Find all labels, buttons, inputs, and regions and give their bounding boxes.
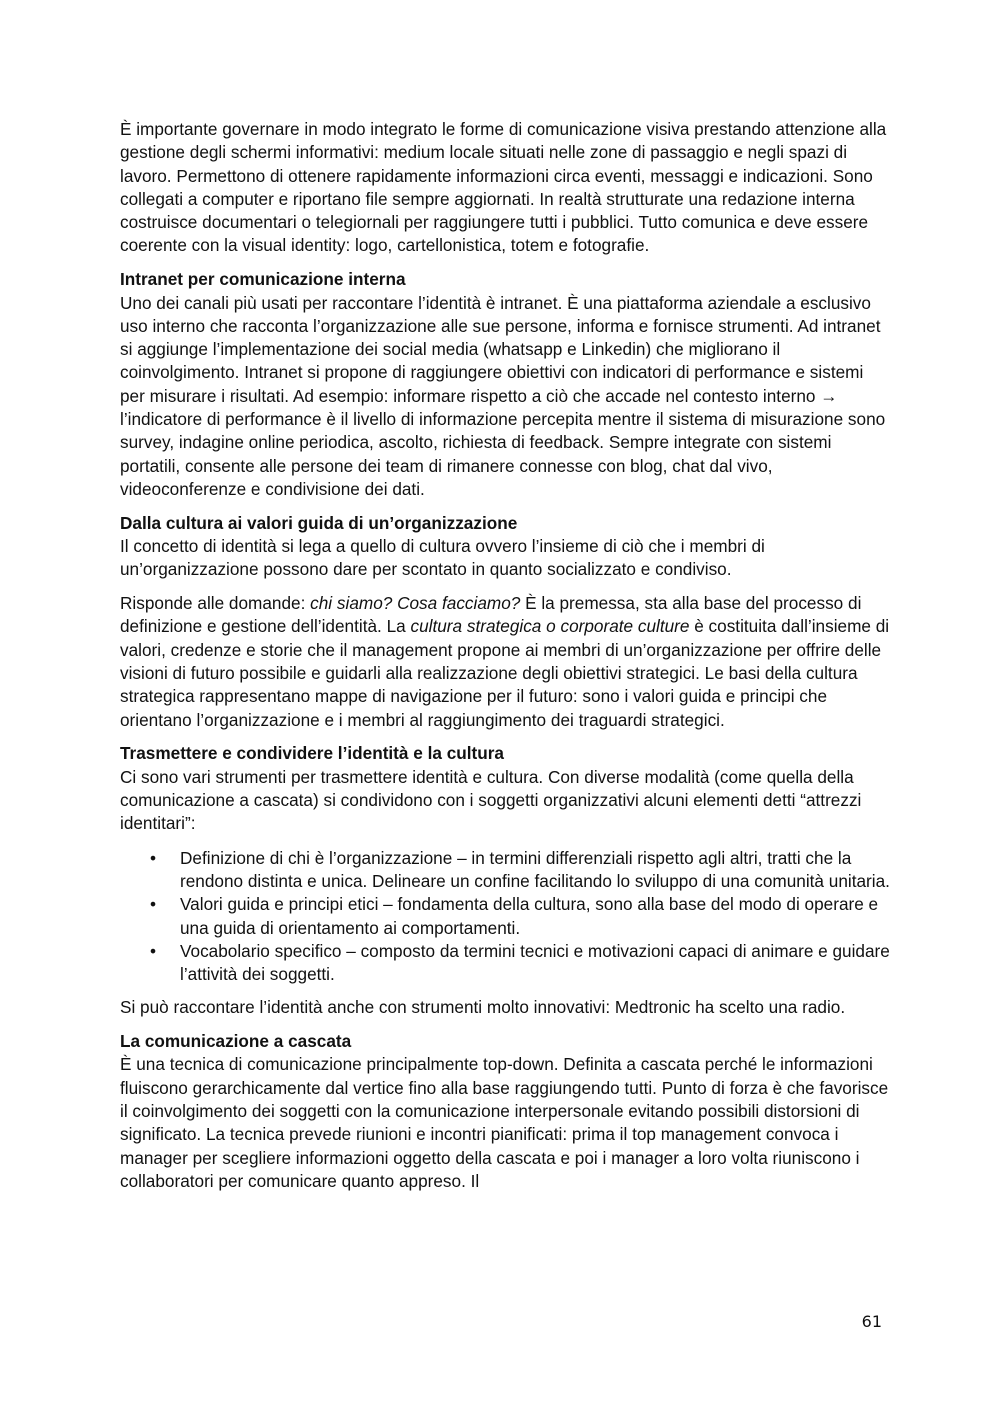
section-body-cascata: È una tecnica di comunicazione principalmente top-down. Definita a cascata perché le informazioni fluiscono gerarchicamente dal vertice fino alla base raggiungendo tutti. Punto di forza è che favorisce il coinvolgimento dei soggetti con la comunicazione interpersonale evitando possibili distorsioni di significato. La tecnica prevede riunioni e incontri pianificati: prima il top management convoca i manager per scegliere informazioni oggetto della cascata e poi i manager a loro volta riuniscono i collaboratori per comunicare quanto appreso. Il [120, 1054, 889, 1191]
list-item-text: Vocabolario specifico – composto da termini tecnici e motivazioni capaci di animare e guidare l’attività dei soggetti. [180, 940, 890, 985]
cultura-p2-text-c: È la premessa, sta alla base del processo di definizione e gestione dell’identità. La [120, 593, 862, 637]
bullet-icon: • [150, 940, 157, 961]
list-item-text: Valori guida e principi etici – fondamenta della cultura, sono alla base del modo di operare e una guida di orientamento ai comportamenti. [180, 894, 879, 938]
section-body-trasmettere: Ci sono vari strumenti per trasmettere identità e cultura. Con diverse modalità (come quella della comunicazione a cascata) si condividono con i soggetti organizzativi alcuni elementi detti “attrezzi identitari”: [120, 766, 862, 834]
section-heading-trasmettere: Trasmettere e condividere l’identità e la cultura [120, 743, 504, 764]
document-page [120, 118, 890, 1204]
page-number: 61 [861, 1312, 882, 1331]
section-trasmettere [120, 742, 890, 835]
cultura-p2-text-e: è costituita dall’insieme di valori, credenze e storie che il management propone ai membri di un’organizzazione per offrire delle visioni di futuro possibile e guidarli alla realizzazione degli obiettivi strategici. Le basi della cultura strategica rappresentano mappe di navigazione per il futuro: sono i valori guida e principi che orientano l’organizzazione e i membri al raggiungimento dei traguardi strategici. [120, 616, 890, 730]
bullet-icon: • [150, 847, 157, 868]
cultura-paragraph-2 [120, 592, 890, 732]
intro-paragraph: È importante governare in modo integrato le forme di comunicazione visiva prestando attenzione alla gestione degli schermi informativi: medium locale situati nelle zone di passaggio e negli spazi di lavoro. Permettono di ottenere rapidamente informazioni circa eventi, messaggi e indicazioni. Sono collegati a computer e riportano file sempre aggiornati. In realtà strutturate una redazione interna costruisce documentari o telegiornali per raggiungere tutti i pubblici. Tutto comunica e deve essere coerente con la visual identity: logo, cartellonistica, totem e fotografie. [120, 119, 887, 256]
section-intranet [120, 268, 890, 501]
section-cascata [120, 1030, 890, 1193]
cultura-p2-italic-questions: chi siamo? Cosa facciamo? [310, 593, 521, 614]
section-cultura [120, 512, 890, 582]
list-item [150, 940, 890, 987]
list-item [150, 847, 890, 894]
section-heading-cultura: Dalla cultura ai valori guida di un’organizzazione [120, 512, 518, 533]
section-heading-cascata: La comunicazione a cascata [120, 1031, 352, 1052]
section-body-intranet: Uno dei canali più usati per raccontare l’identità è intranet. È una piattaforma aziendale a esclusivo uso interno che racconta l’organizzazione alle sue persone, informa e fornisce strumenti. Ad intranet si aggiunge l’implementazione dei social media (whatsapp e Linkedin) che migliorano il coinvolgimento. Intranet si propone di raggiungere obiettivi con indicatori di performance e sistemi per misurare i risultati. Ad esempio: informare rispetto a ciò che accade nel contesto interno → l’indicatore di performance è il livello di informazione percepita mentre il sistema di misurazione sono survey, indagine online periodica, ascolto, richiesta di feedback. Sempre integrate con sistemi portatili, consente alle persone dei team di rimanere connesse con blog, chat dal vivo, videoconferenze e condivisione dei dati. [120, 292, 886, 499]
trasmettere-after-paragraph: Si può raccontare l’identità anche con strumenti molto innovativi: Medtronic ha scelto una radio. [120, 997, 846, 1018]
list-item-text: Definizione di chi è l’organizzazione – in termini differenziali rispetto agli altri, tratti che la rendono distinta e unica. Delineare un confine facilitando lo sviluppo di una comunità unitaria. [180, 847, 890, 891]
bullet-list [120, 847, 890, 987]
list-item [150, 893, 890, 940]
cultura-p2-italic-term: cultura strategica o corporate culture [410, 616, 690, 637]
section-body-cultura: Il concetto di identità si lega a quello di cultura ovvero l’insieme di ciò che i membri di un’organizzazione possono dare per scontato in quanto socializzato e condiviso. [120, 536, 765, 580]
cultura-p2-text-a: Risponde alle domande: [120, 593, 311, 614]
bullet-icon: • [150, 894, 157, 915]
section-heading-intranet: Intranet per comunicazione interna [120, 269, 406, 290]
